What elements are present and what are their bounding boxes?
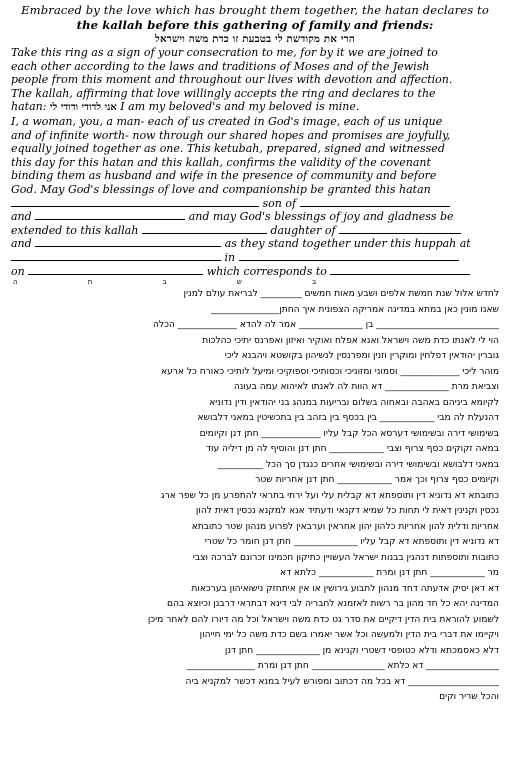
hebrew-text-line: גוברין יהודאין דפלחין ומוקרין וזנין ומפרנסין לנשיהון בקושטא ויהבנא ליכי <box>224 351 499 362</box>
hebrew-text-line: דהנעלת לה מבי ____________ בין בכסף בין בזהב בין בתכשיטין במאני דלבושא <box>197 413 499 424</box>
english-line: and of infinite worth- now through our shared hopes and promises are joyfully, <box>11 128 451 142</box>
hebrew-text-line: ויקיימו את דברי בית הדין ולמעשה וכל אשר יאמרו בשם כדת משה כל ימי חייהון <box>199 630 499 641</box>
hebrew-text-line: דלא כאסמכתא ודלא כטופסי דשטרי וקנינא מן ______________ חתן דנן <box>224 645 499 656</box>
fill-line <box>11 251 499 265</box>
fill-label: and <box>11 210 32 224</box>
hebrew-text-line: כתובתא דא נדוניא דין ותוספתא דא קבלית עלי ועל ירתי בתראי להתפרע מן כל שפר ארג <box>160 490 499 501</box>
hebrew-text-line: המדינה יהא כל חד מהון בר רשות לאזמנא לחבריה לבי דינא דבתראי דרבנן וכיוצא בהם <box>167 599 499 610</box>
hebrew-text-line: נכסין וקנינין דאית לי תחות כל שמיא דקנאי ודעתיד אנא למקנא נכסין דאית להון <box>195 506 499 517</box>
hebrew-text-line: והכל שריר וקים <box>439 692 499 703</box>
english-line: people from this moment and throughout our lives with devotion and affection. <box>11 73 453 87</box>
hebrew-text-line: לשמוע להוראת בית הדין דיקיים את סדר גט כדת משה וישראל וכל מה דיורו להם לאחר מיכן <box>147 614 499 625</box>
english-line: The kallah, affirming that love willingly accepts the ring and declares to the <box>11 86 436 100</box>
fill-line <box>11 224 499 238</box>
english-line: this day for this hatan and this kallah, confirms the validity of the covenant <box>11 155 431 169</box>
bride-name-blank[interactable] <box>142 224 267 234</box>
english-line: God. May God's blessings of love and companionship be granted this hatan <box>11 182 431 196</box>
fill-label: in <box>224 250 236 264</box>
fill-label: and <box>11 237 32 251</box>
bride-parent-blank[interactable] <box>339 224 461 234</box>
english-line: each other according to the laws and traditions of Moses and of the Jewish <box>11 59 430 73</box>
hebrew-text-line: בשימושי דירה ובשימושי דערסא הכל קבל עליו _____________ חתן דנן וקיומים <box>199 428 499 439</box>
english-line <box>11 100 499 115</box>
groom-parent-blank[interactable] <box>300 197 450 207</box>
hebrew-text-line: לחדש אלול שנת חמשת אלפים ושבע מאות חמשים _________ לבריאת עולם למנין <box>183 289 499 300</box>
hebrew-text-line: במאה זקוקים כסף צרוף וצבי ____________ חתן דנן והוסיף לה מן דיליה עוד <box>206 444 499 455</box>
fill-label: son of <box>262 196 297 210</box>
english-line-prefix: hatan: <box>11 100 47 114</box>
english-line: equally joined together as one. This ketubah, prepared, signed and witnessed <box>11 142 445 156</box>
fill-label: and may God's blessings of joy and gladness be <box>188 210 454 224</box>
small-hebrew-letters: ב ש ב ת ה <box>13 278 351 287</box>
hebrew-text-line: וקיומים כסף צרוף וכך אמר ____________ חתן דנן אחריות שטר <box>255 475 499 486</box>
hebrew-text-line: דא נדוניא דין ותוספתא דא קבל עליו ______________ חתן דנן חומר כל שטרי <box>204 537 499 548</box>
city-blank[interactable] <box>239 251 459 261</box>
intro-line-2: the kallah before this gathering of family and friends: <box>76 18 434 32</box>
location-blank[interactable] <box>11 251 221 261</box>
fill-line <box>11 265 499 279</box>
hebrew-text-line: אחריות ודלית להון אחריות כלהון יהון אחראין וערבאין לפרוע מנהון שטר כתובתא <box>191 521 499 532</box>
hebrew-text-line: כתובות ותוספתות דנהגין בבנות ישראל העשויין כתיקון חכמינו זכרונם לברכה וצבי <box>192 552 499 563</box>
fill-label: daughter of <box>270 223 336 237</box>
fill-label: on <box>11 264 25 278</box>
hebrew-text-line: לקיומא ביניהם באהבה ובאחוה בשלום ובריעות במנהג בני יהודאין ודין נדוניא <box>209 397 499 408</box>
english-line: binding them as husband and wife in the presence of community and before <box>11 169 437 183</box>
fill-line <box>11 197 499 211</box>
hebrew-text-line: ____________________ דא בכל מה דכתוב ומפורש לעיל במנא דכשר למקניא ביה <box>185 676 499 687</box>
english-line: Take this ring as a sign of your consecration to me, for by it we are joined to <box>11 46 438 59</box>
fill-label: which corresponds to <box>206 264 327 278</box>
hebrew-text-line: ________________ דא כלתא ________________ חתן דנן ומרת _______________ <box>186 661 499 672</box>
fill-line <box>11 237 499 251</box>
english-line: I, a woman, you, a man- each of us created in God's image, each of us unique <box>11 114 443 128</box>
fill-label: as they stand together under this huppah at <box>224 237 471 251</box>
hebrew-ketubah-text <box>11 287 499 706</box>
fill-label: extended to this kallah <box>11 223 139 237</box>
fill-line <box>11 210 499 224</box>
hebrew-text-line: ___________________________ בן ______________ אמר לה להדא _____________ הכלה <box>152 320 499 331</box>
hebrew-response: אני לדודי ודודי לי <box>49 102 117 114</box>
hebrew-text-line: הוי לי לאנתו כדת משה וישראל ואנא אפלח ואוקיר ואיזון ואפרנס יתיכי כהלכות <box>202 335 499 346</box>
english-line-suffix: I am my beloved's and my beloved is mine. <box>120 100 360 114</box>
hebrew-text-line: במאני דלבושא ובשימושי דירה ובשימושי אחרים כנגדן סך הכל __________ <box>217 459 499 470</box>
groom-parent-2-blank[interactable] <box>35 210 185 220</box>
hebrew-text-line: וצביאת מרת ______________ דא הוות לה לאנתו לאיהוא עמה בעונה <box>233 382 499 393</box>
hebrew-vow: הרי את מקודשת לי בטבעת זו כדת משה וישראל <box>155 33 355 45</box>
civil-date-blank[interactable] <box>330 265 470 275</box>
hebrew-text-line: שאנו מונין כאן במתא במדינה אמריקה הצפונית איך החתן_______________ <box>211 304 499 315</box>
bride-parent-2-blank[interactable] <box>35 237 221 247</box>
intro-line-1: Embraced by the love which has brought them together, the hatan declares to <box>21 3 489 17</box>
hebrew-date-blank[interactable] <box>28 265 203 275</box>
hebrew-text-line: מוהר ליכי _____________ וסמוני ומזוניכי וכסותיכי וספוקיכי ומיעל לותיכי כאורח כל ארעא <box>160 366 499 377</box>
groom-name-blank[interactable] <box>11 197 259 207</box>
hebrew-text-line: מר ____________ חתן דנן ומרת ____________ כלתא דא <box>280 568 499 579</box>
hebrew-text-line: דא דאן יסיק אדעתה דחד מנהון לתבוע גירושין או אין איתחזק נישואיהון בערכאות <box>191 583 499 594</box>
